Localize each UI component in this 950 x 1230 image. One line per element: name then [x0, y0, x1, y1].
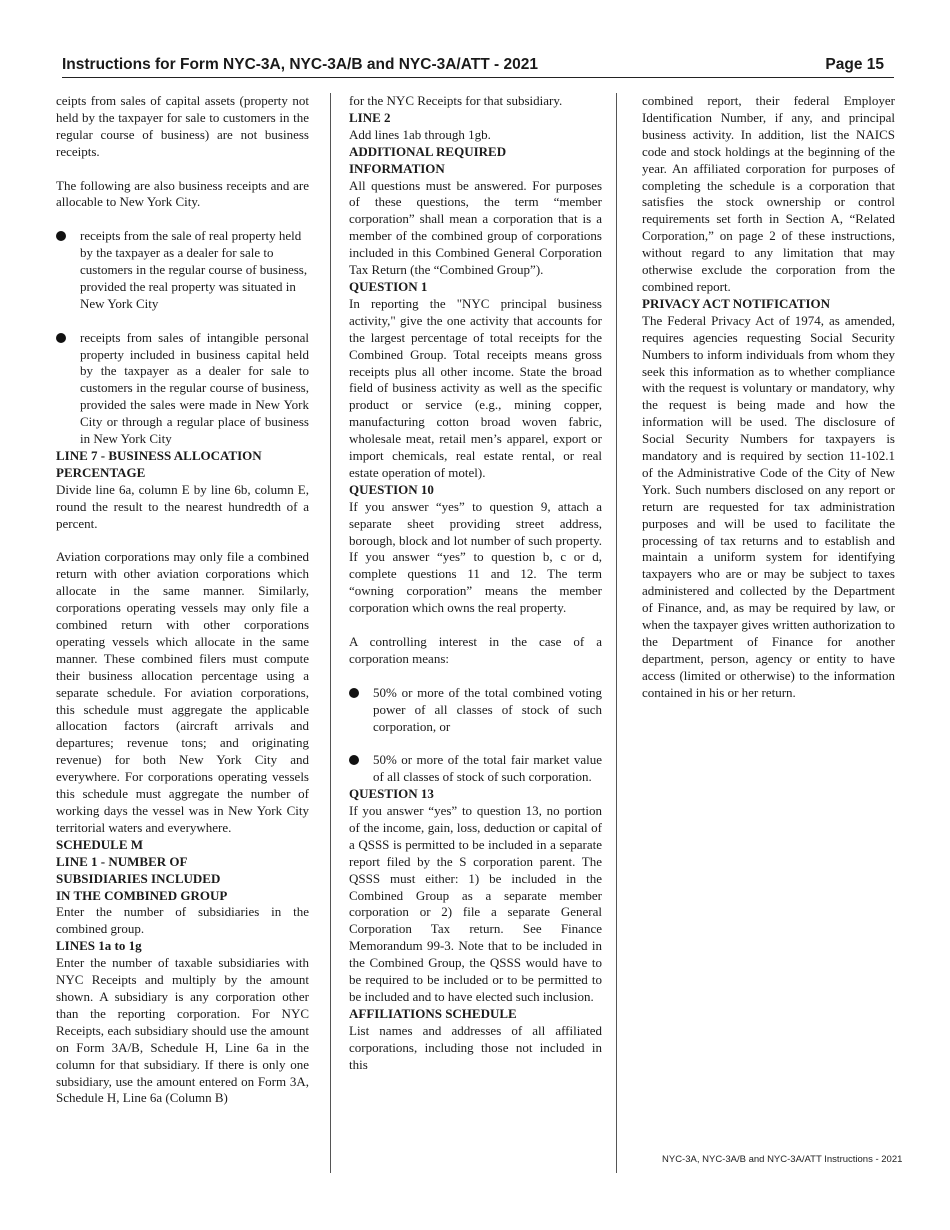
bullet-text: 50% or more of the total combined voting power of all classes of stock of such corporation, or: [373, 684, 602, 734]
paragraph: In reporting the "NYC principal business activity," give the one activity that accounts for the largest percentage of total receipts for the Combined Group. Total receipts means gross receipts plus all other income. State the broad field of business activity as well as the specific product or service (e.g., mining copper, manufacturing cotton broad woven fabric, wholesale meat, retail men’s apparel, export or import chemicals, real estate rental, or real estate operation of motel).: [349, 295, 602, 480]
bullet-text: receipts from sales of intangible personal property included in business capital held by the taxpayer as a dealer for sale to customers in the regular course of business, provided the sales were made in New York City or through a regular place of business in New York City: [80, 329, 309, 447]
bullet-item: [56, 228, 309, 313]
section-heading: LINES 1a to 1g: [56, 938, 142, 954]
page-footer: NYC-3A, NYC-3A/B and NYC-3A/ATT Instructions - 2021: [662, 1154, 903, 1165]
paragraph: The following are also business receipts and are allocable to New York City.: [56, 177, 309, 210]
section-heading: IN THE COMBINED GROUP: [56, 887, 228, 903]
bullet-item: [56, 330, 309, 448]
paragraph: Divide line 6a, column E by line 6b, column E, round the result to the nearest hundredth of a percent.: [56, 481, 309, 531]
page-number: Page 15: [825, 56, 884, 73]
paragraph: combined report, their federal Employer Identification Number, if any, and principal business activity. In addition, list the NAICS code and stock holdings at the beginning of the year. An affiliated corporation for purposes of completing the schedule is a corporation that satisfies the stock ownership or control requirements set forth in Section A, “Related Corporation,” on page 2 of these instructions, without regard to any limitation that may otherwise exclude the corporation from the combined report.: [642, 93, 895, 294]
section-heading: LINE 2: [349, 109, 391, 125]
paragraph: Aviation corporations may only file a combined return with other aviation corporations which allocate in the same manner. Similarly, corporations operating vessels may only file a combined return with other corporations operating vessels which allocate in the same manner. These combined filers must compute their business allocation percentage using a separate schedule. For aviation corporations, this schedule must aggregate the applicable allocation factors (aircraft arrivals and departures; revenue tons; and originating revenue) for both New York City and everywhere. For corporations operating vessels this schedule must aggregate the number of working days the vessel was in New York City territorial waters and everywhere.: [56, 549, 309, 835]
bullet-item: [349, 752, 602, 786]
paragraph: A controlling interest in the case of a corporation means:: [349, 633, 602, 666]
column-divider-left: [330, 93, 331, 1173]
bullet-text: 50% or more of the total fair market value of all classes of stock of such corporation.: [373, 752, 602, 785]
section-heading: LINE 1 - NUMBER OF: [56, 853, 188, 869]
section-heading: SUBSIDIARIES INCLUDED: [56, 870, 221, 886]
bullet-text: receipts from the sale of real property held by the taxpayer as a dealer for sale to customers in the regular course of business, provided the real property was situated in New York City: [80, 228, 308, 311]
section-heading: QUESTION 1: [349, 278, 428, 294]
bullet-icon: [56, 333, 66, 343]
section-heading: QUESTION 10: [349, 481, 434, 497]
text-column-3: [642, 93, 895, 702]
bullet-item: [349, 685, 602, 736]
text-column-2: [349, 93, 602, 1074]
paragraph: If you answer “yes” to question 9, attach a separate sheet providing street address, borough, block and lot number of such property. If you answer “yes” to question b, c or d, complete questions 11 and 12. The term “owning corporation” means the member corporation which owns the real property.: [349, 498, 602, 616]
document-title: Instructions for Form NYC-3A, NYC-3A/B and NYC-3A/ATT - 2021: [62, 56, 538, 73]
paragraph: Enter the number of taxable subsidiaries with NYC Receipts and multiply by the amount shown. A subsidiary is any corporation other than the reporting corporation. For NYC Receipts, each subsidiary should use the amount on Form 3A/B, Schedule H, Line 6a in the column for that subsidiary. If there is only one subsidiary, use the amount entered on Form 3A, Schedule H, Line 6a (Column B): [56, 955, 309, 1106]
section-heading: SCHEDULE M: [56, 836, 144, 852]
section-heading: QUESTION 13: [349, 786, 434, 802]
section-heading: ADDITIONAL REQUIRED INFORMATION: [349, 143, 507, 176]
section-heading: PRIVACY ACT NOTIFICATION: [642, 295, 831, 311]
bullet-icon: [349, 688, 359, 698]
paragraph: The Federal Privacy Act of 1974, as amended, requires agencies requesting Social Security Numbers to inform individuals from whom they seek this information as to whether compliance with the request is voluntary or mandatory, why the request is being made and how the information will be used. The disclosure of Social Security Numbers for taxpayers is mandatory and is required by section 11-102.1 of the Administrative Code of the City of New York. Such numbers disclosed on any report or return are requested for tax administration purposes and will be used to facilitate the processing of tax returns and to establish and maintain a uniform system for identifying taxpayers who are or may be subject to taxes administered and collected by the Department of Finance, and, as may be required by law, or when the taxpayer gives written authorization to the Department of Finance for another department, person, agency or entity to have access (limited or otherwise) to the information contained in his or her return.: [642, 312, 895, 700]
paragraph: All questions must be answered. For purposes of these questions, the term “member corporation” shall mean a corporation that is a member of the combined group of corporations included in this Combined General Corporation Tax Return (the “Combined Group”).: [349, 177, 602, 278]
page-header: [62, 55, 894, 78]
text-column-1: [56, 93, 309, 1107]
paragraph: Enter the number of subsidiaries in the combined group.: [56, 904, 309, 937]
paragraph: List names and addresses of all affiliated corporations, including those not included in this: [349, 1022, 602, 1072]
section-heading: AFFILIATIONS SCHEDULE: [349, 1005, 517, 1021]
paragraph: Add lines 1ab through 1gb.: [349, 126, 491, 142]
paragraph: If you answer “yes” to question 13, no portion of the income, gain, loss, deduction or capital of a QSSS is permitted to be included in a separate report filed by the S corporation parent. The QSSS must either: 1) be included in the Combined Group as a separate member corporation or 2) file a separate General Corporation Tax return. See Finance Memorandum 99-3. Note that to be included in the Combined Group, the QSSS would have to be required to be included or to be permitted to be included and to have elected such inclusion.: [349, 803, 602, 1004]
bullet-icon: [349, 755, 359, 765]
bullet-icon: [56, 231, 66, 241]
column-divider-right: [616, 93, 617, 1173]
section-heading: LINE 7 - BUSINESS ALLOCATION PERCENTAGE: [56, 447, 262, 480]
paragraph: ceipts from sales of capital assets (property not held by the taxpayer for sale to customers in the regular course of business) are not business receipts.: [56, 93, 309, 159]
paragraph: for the NYC Receipts for that subsidiary.: [349, 93, 563, 108]
